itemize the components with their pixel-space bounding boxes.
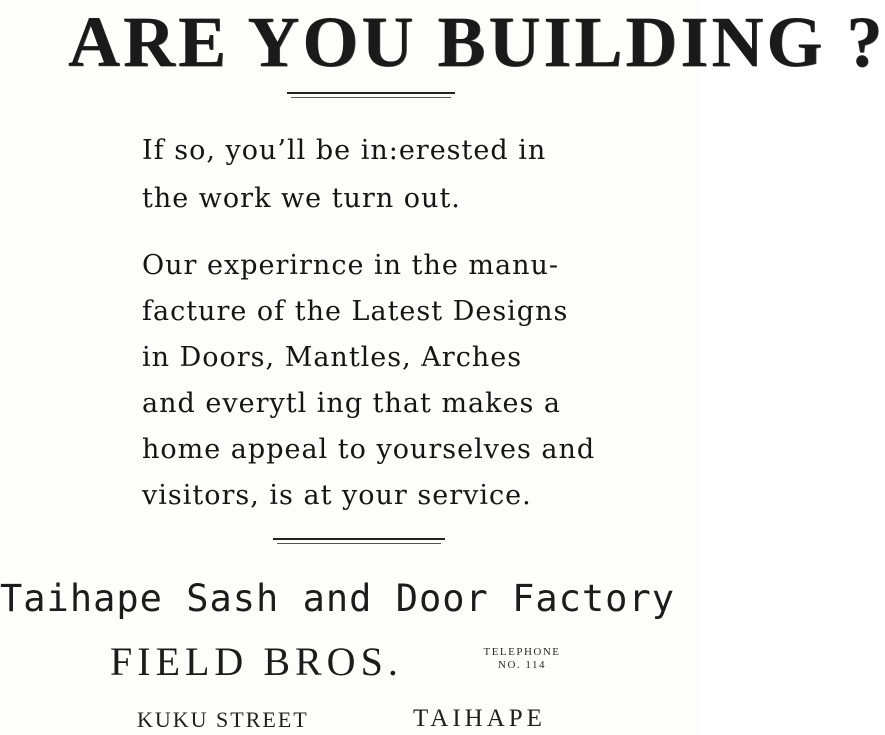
experience-line-2: facture of the Latest Designs [142, 296, 569, 327]
factory-name: Taihape Sash and Door Factory [0, 577, 676, 620]
middle-divider [273, 538, 445, 540]
intro-line-2: the work we turn out. [142, 183, 461, 214]
town-name: TAIHAPE [413, 705, 546, 732]
experience-paragraph [142, 243, 622, 519]
intro-line-1: If so, you’ll be in:erested in [142, 135, 547, 166]
top-divider [287, 92, 455, 94]
experience-line-3: in Doors, Mantles, Arches [142, 342, 523, 373]
experience-line-4: and everytl ing that makes a [142, 388, 562, 419]
experience-line-1: Our experirnce in the manu- [142, 250, 560, 281]
headline: ARE YOU BUILDING ? [68, 2, 885, 82]
intro-paragraph [142, 127, 622, 223]
experience-line-5: home appeal to yourselves and [142, 434, 596, 465]
firm-name: FIELD BROS. [110, 639, 403, 684]
street-address: KUKU STREET [137, 707, 309, 732]
experience-line-6: visitors, is at your service. [142, 480, 532, 511]
telephone-label: TELEPHONE [483, 646, 561, 658]
telephone-block [472, 646, 572, 672]
telephone-number: NO. 114 [498, 659, 546, 671]
